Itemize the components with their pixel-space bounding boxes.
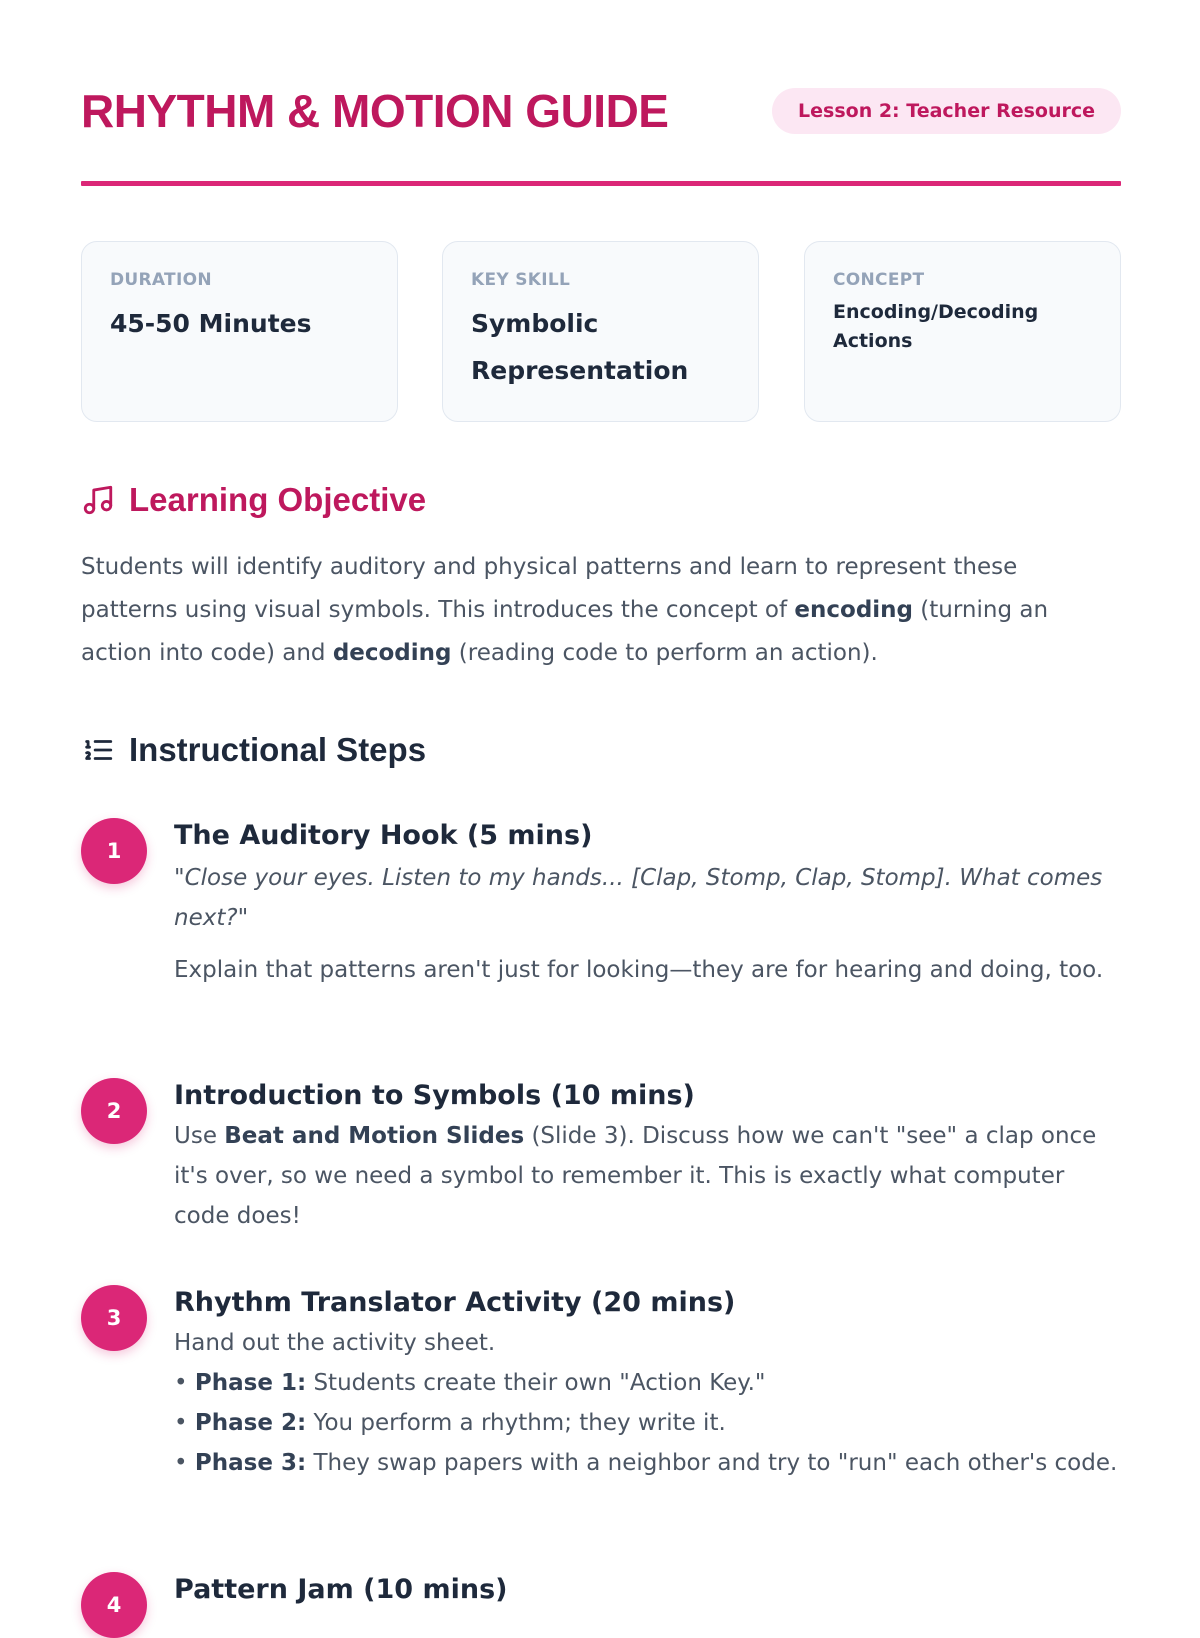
phase-label: Phase 3: [194,1450,307,1476]
step-quote: "Close your eyes. Listen to my hands... [Clap, Stomp, Clap, Stomp]. What comes next?" [174,865,1103,931]
step-number-badge: 3 [81,1285,147,1351]
page-header [81,80,1121,142]
card-value: Encoding/Decoding Actions [833,301,1039,352]
numbered-list-icon [81,733,115,767]
slides-reference: Beat and Motion Slides [224,1123,525,1149]
objective-paragraph [81,546,1121,675]
phase-label: Phase 2: [194,1410,307,1436]
concept-card [804,241,1121,422]
page-title: RHYTHM & MOTION GUIDE [81,85,669,137]
step-description: Explain that patterns aren't just for looking—they are for hearing and doing, too. [174,957,1104,983]
bullet-marker: • [174,1370,188,1396]
term-decoding: decoding [332,640,452,666]
card-label: KEY SKILL [471,270,571,290]
card-value: Symbolic Representation [471,309,689,385]
phase-text: They swap papers with a neighbor and try to "run" each other's code. [306,1450,1118,1476]
text-segment: Students will identify auditory and physical patterns and learn to represent these patterns using visual symbols. This introduces the concept of [81,554,1018,623]
text-segment: (reading code to perform an action). [451,640,878,666]
step-title: The Auditory Hook (5 mins) [174,820,593,851]
phase-1-item [174,1363,1121,1403]
step-body [174,1570,1121,1610]
card-value: 45-50 Minutes [110,309,312,338]
phase-3-item [174,1443,1121,1483]
step-intro: Hand out the activity sheet. [174,1330,496,1356]
step-description [174,1116,1121,1236]
phase-text: Students create their own "Action Key." [306,1370,766,1396]
phase-text: You perform a rhythm; they write it. [306,1410,726,1436]
key-skill-card [442,241,759,422]
card-label: DURATION [110,270,212,290]
text-segment: Use [174,1123,225,1149]
step-body [174,816,1121,990]
phase-2-item [174,1403,1121,1443]
step-number-badge: 4 [81,1572,147,1638]
text-segment: (turning an action into code) and [81,597,1049,666]
header-divider [81,181,1121,186]
lesson-badge: Lesson 2: Teacher Resource [772,88,1121,134]
step-number-badge: 1 [81,818,147,884]
bullet-marker: • [174,1450,188,1476]
info-cards [81,241,1121,424]
step-body [174,1283,1121,1483]
step-number-badge: 2 [81,1078,147,1144]
step-title: Introduction to Symbols (10 mins) [174,1080,695,1111]
learning-objective-heading [81,480,426,520]
duration-card [81,241,398,422]
section-title: Instructional Steps [129,731,427,768]
step-title: Rhythm Translator Activity (20 mins) [174,1287,736,1318]
card-label: CONCEPT [833,270,925,290]
term-encoding: encoding [794,597,913,623]
instructional-steps-heading [81,730,426,770]
step-body [174,1076,1121,1236]
text-segment: (Slide 3). Discuss how we can't "see" a clap once it's over, so we need a symbol to remember it. This is exactly what computer code does! [174,1123,1097,1229]
section-title: Learning Objective [129,481,427,518]
music-note-icon [81,483,115,517]
phase-label: Phase 1: [194,1370,307,1396]
bullet-marker: • [174,1410,188,1436]
step-title: Pattern Jam (10 mins) [174,1574,508,1605]
